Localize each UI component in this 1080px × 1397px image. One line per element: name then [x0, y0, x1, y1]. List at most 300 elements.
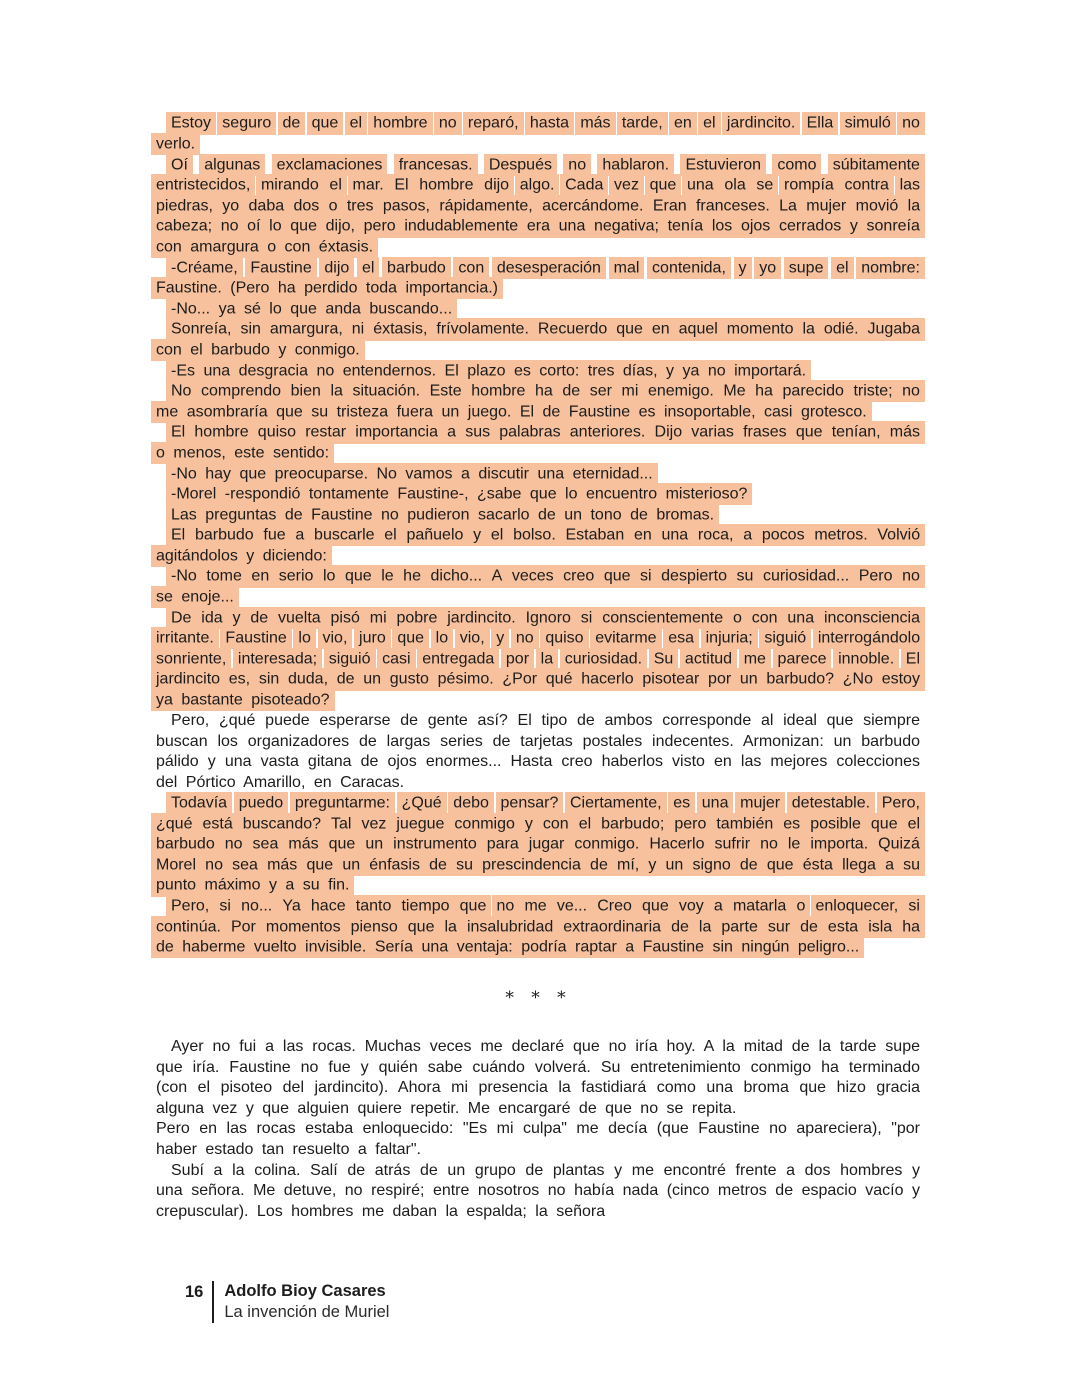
highlighted-word: Pero, [877, 792, 925, 814]
highlighted-word: también [711, 813, 778, 835]
highlighted-word: importa. [805, 833, 873, 855]
highlighted-word: triste; [848, 380, 897, 402]
highlighted-word: conmigo. [290, 339, 365, 361]
paragraph [156, 897, 920, 959]
highlighted-word: indudablemente [399, 215, 523, 237]
highlighted-word: a [280, 874, 299, 896]
highlighted-word: pudieron [402, 504, 474, 526]
highlighted-word: -Morel [166, 483, 221, 505]
highlighted-word: a [880, 854, 899, 876]
highlighted-word: o [262, 236, 281, 258]
highlighted-word: la [797, 318, 819, 340]
highlighted-word: con [747, 607, 783, 629]
highlighted-word: frívolamente. [431, 318, 533, 340]
highlighted-word: el [831, 257, 853, 279]
highlighted-word: A [487, 565, 508, 587]
highlighted-word: contenida, [647, 257, 731, 279]
highlighted-word: plazo [462, 360, 510, 382]
highlighted-word: pisoteado? [246, 689, 334, 711]
highlighted-word: pésimo. [433, 668, 499, 690]
highlighted-word: es [509, 360, 536, 382]
highlighted-word: Su [649, 648, 679, 670]
highlighted-word: vuelta [273, 607, 326, 629]
highlighted-word: ha [273, 277, 301, 299]
highlighted-word: a [738, 524, 757, 546]
highlighted-word: -Créame, [166, 257, 243, 279]
highlighted-word: Ya [277, 895, 305, 917]
highlighted-word: o [324, 195, 343, 217]
paragraph [156, 567, 920, 608]
highlighted-word: a [290, 524, 309, 546]
highlighted-word: no [376, 504, 404, 526]
highlighted-word: de [795, 916, 823, 938]
highlighted-word: llega [837, 854, 881, 876]
highlighted-word: esta [823, 916, 863, 938]
highlighted-word: se [151, 586, 178, 608]
highlighted-word: este [229, 442, 269, 464]
highlighted-word: Hacerlo [644, 833, 709, 855]
highlighted-word: a [456, 463, 475, 485]
paragraph [156, 505, 920, 526]
highlighted-word: Faustine-, [392, 483, 473, 505]
highlighted-word: agitándolos [151, 545, 243, 567]
highlighted-word: No [371, 463, 401, 485]
highlighted-word: daba [244, 195, 290, 217]
highlighted-word: éxtasis. [314, 236, 378, 258]
paragraph [156, 258, 920, 299]
highlighted-word: barbudo [206, 339, 275, 361]
highlighted-word: bromas. [651, 504, 719, 526]
book-title: La invención de Muriel [224, 1303, 390, 1321]
highlighted-word: que [645, 174, 682, 196]
highlighted-word: vio, [455, 627, 490, 649]
highlighted-word: lo [431, 627, 453, 649]
highlighted-word: Estaban [561, 524, 630, 546]
highlighted-word: odié. [819, 318, 864, 340]
highlighted-word: el [357, 257, 379, 279]
highlighted-word: Creo [592, 895, 637, 917]
highlighted-word: ventaja: [452, 936, 518, 958]
highlighted-word: la [439, 916, 461, 938]
highlighted-word: Ignoro [521, 607, 576, 629]
highlighted-word: bolso. [508, 524, 561, 546]
highlighted-word: jardincito [151, 668, 225, 690]
highlighted-word: que [271, 401, 308, 423]
highlighted-word: no [755, 833, 783, 855]
highlighted-word: en [647, 318, 675, 340]
highlighted-word: no [216, 215, 244, 237]
highlighted-word: su [451, 854, 478, 876]
highlighted-word: Jugaba [863, 318, 926, 340]
highlighted-word: que [611, 318, 648, 340]
highlighted-word: casi [759, 401, 797, 423]
highlighted-word: -No [166, 565, 202, 587]
highlighted-word: de [151, 936, 179, 958]
highlighted-word: el [379, 524, 401, 546]
highlighted-word: enoje... [176, 586, 238, 608]
highlighted-word: vio, [318, 627, 353, 649]
highlighted-word: más [885, 421, 925, 443]
highlighted-word: Faustine. [151, 277, 227, 299]
highlighted-word: que [791, 421, 828, 443]
highlighted-word: La [774, 195, 802, 217]
highlighted-word: se [751, 174, 778, 196]
highlighted-word: hace [306, 895, 351, 917]
highlighted-word: Dijo [650, 421, 688, 443]
highlighted-word: una [697, 792, 734, 814]
highlighted-word: la [694, 916, 716, 938]
highlighted-word: un [360, 833, 388, 855]
highlighted-word: no [220, 833, 248, 855]
paragraph [156, 155, 920, 258]
highlighted-word: ida [196, 607, 227, 629]
highlighted-word: entregada [417, 648, 499, 670]
highlighted-word: injuria; [701, 627, 758, 649]
highlighted-word: ha [897, 916, 925, 938]
highlighted-word: tristeza [332, 401, 394, 423]
highlighted-word: sufrir [709, 833, 755, 855]
highlighted-word: y [520, 813, 538, 835]
highlighted-word: y [241, 545, 259, 567]
highlighted-word: una [532, 463, 569, 485]
highlighted-word: no [511, 627, 539, 649]
highlighted-word: eternidad... [568, 463, 658, 485]
highlighted-word: menos, [168, 442, 230, 464]
highlighted-word: yo [754, 257, 781, 279]
highlighted-word: qué [541, 668, 578, 690]
highlighted-word: tenía [663, 215, 709, 237]
highlighted-word: restar [300, 421, 351, 443]
highlighted-word: más [575, 112, 615, 134]
highlighted-word: parte [716, 916, 762, 938]
highlighted-word: vez [356, 813, 391, 835]
highlighted-word: hacerlo [576, 668, 638, 690]
highlighted-word: dijo [479, 174, 514, 196]
paragraph [156, 320, 920, 361]
highlighted-word: sonreía [862, 215, 925, 237]
highlighted-word: isla [863, 916, 897, 938]
highlighted-word: Pero, [166, 895, 214, 917]
highlighted-word: buscando? [238, 813, 326, 835]
highlighted-word: con [280, 236, 316, 258]
highlighted-word: es [668, 792, 695, 814]
highlighted-word: súbitamente [828, 154, 925, 176]
highlighted-word: vez [609, 174, 644, 196]
highlighted-word: instrumento [388, 833, 482, 855]
highlighted-word: me [151, 401, 183, 423]
highlighted-word: perdido [299, 277, 362, 299]
highlighted-word: cabeza; [151, 215, 217, 237]
highlighted-word: mar. [348, 174, 389, 196]
highlighted-word: vuelto [249, 936, 302, 958]
highlighted-word: hombre [368, 112, 432, 134]
highlighted-word: que [392, 627, 429, 649]
highlighted-word: si [576, 607, 598, 629]
highlighted-word: irritante. [151, 627, 219, 649]
highlighted-word: jardincito. [722, 112, 800, 134]
highlighted-word: su [732, 565, 759, 587]
highlighted-word: varias [686, 421, 739, 443]
highlighted-word: Cada [560, 174, 608, 196]
highlighted-word: ola [719, 174, 750, 196]
highlighted-word: verlo. [151, 133, 200, 155]
highlighted-word: importancia [350, 421, 443, 443]
highlighted-word: sin [707, 936, 737, 958]
highlighted-word: que [234, 463, 271, 485]
highlighted-word: jardincito. [442, 607, 520, 629]
highlighted-word: a [620, 936, 639, 958]
highlighted-word: corto: [534, 360, 584, 382]
highlighted-word: énfasis [364, 854, 425, 876]
highlighted-word: preguntas [200, 504, 281, 526]
highlighted-word: que [637, 895, 674, 917]
highlighted-word: una [417, 936, 454, 958]
highlighted-word: el [698, 112, 720, 134]
highlighted-word: un [337, 854, 365, 876]
highlighted-word: ¿Por [497, 668, 542, 690]
highlighted-word: barbudo [190, 524, 259, 546]
highlighted-word: o [151, 442, 170, 464]
highlighted-word: barbudo [382, 257, 451, 279]
paragraph: Pero en las rocas estaba enloquecido: "Es mi culpa" me decía (que Faustine no apareciera), "por haber estado tan resuelto a faltar". [156, 1120, 920, 1158]
highlighted-word: siguió [759, 627, 811, 649]
highlighted-word: desgracia [234, 360, 313, 382]
highlighted-word: no [897, 112, 925, 134]
highlighted-word: mujer [735, 792, 785, 814]
highlighted-word: lo [264, 215, 286, 237]
highlighted-word: Quizá [873, 833, 925, 855]
highlighted-word: en [669, 112, 697, 134]
highlighted-word: prescindencia [477, 854, 586, 876]
highlighted-word: fue [258, 524, 290, 546]
highlighted-word: duda, [283, 668, 333, 690]
highlighted-word: posible [805, 813, 866, 835]
highlighted-word: sus [460, 421, 495, 443]
highlighted-word: o [728, 607, 747, 629]
highlighted-word: para [482, 833, 524, 855]
highlighted-word: y [661, 360, 679, 382]
highlighted-word: mirando [256, 174, 324, 196]
highlighted-word: (Pero [225, 277, 274, 299]
highlighted-word: discutir [473, 463, 534, 485]
highlighted-word: de [280, 504, 308, 526]
highlighted-word: hombre [189, 421, 253, 443]
highlighted-word: Faustine [306, 504, 377, 526]
highlighted-word: pero [359, 215, 401, 237]
highlighted-word: extraordinaria [558, 916, 666, 938]
highlighted-word: El [389, 174, 413, 196]
highlighted-word: mí, [612, 854, 644, 876]
highlighted-word: pisó [326, 607, 365, 629]
highlighted-word: simuló [840, 112, 896, 134]
highlighted-word: no... [236, 895, 277, 917]
highlighted-word: por [703, 668, 736, 690]
paragraph [156, 361, 920, 382]
highlighted-word: Las [166, 504, 202, 526]
highlighted-word: en [629, 524, 657, 546]
paragraph: Ayer no fui a las rocas. Muchas veces me declaré que no iría hoy. A la mitad de la tarde supe que iría. Faustine no fue y quién sabe cuándo volverá. Su entretenimiento conmigo ha terminado (con el pisoteo del jardincito). Ahora mi presencia la fastidiará como una broma que hizo gracia alguna vez y que alguien quiere repetir. Me encargaré de que no se repita. [156, 1037, 920, 1117]
highlighted-word: Eran [648, 195, 692, 217]
highlighted-word: pero [669, 813, 711, 835]
highlighted-word: en [246, 565, 274, 587]
highlighted-word: pocos [757, 524, 810, 546]
highlighted-word: curiosidad... [758, 565, 854, 587]
highlighted-word: de [533, 504, 561, 526]
highlighted-word: no [897, 380, 925, 402]
highlighted-word: esa [663, 627, 699, 649]
highlighted-word: una [682, 174, 719, 196]
highlighted-word: exclamaciones [272, 154, 388, 176]
highlighted-word: interesada; [233, 648, 322, 670]
highlighted-word: Recuerdo [533, 318, 612, 340]
highlighted-word: Sonreía, [166, 318, 236, 340]
highlighted-word: nombre: [856, 257, 925, 279]
highlighted-word: anteriores. [565, 421, 651, 443]
highlighted-word: piedras, [151, 195, 218, 217]
highlighted-word: lo [560, 483, 582, 505]
highlighted-word: que [324, 833, 361, 855]
highlighted-word: de [332, 668, 360, 690]
highlighted-word: preocuparse. [270, 463, 373, 485]
paragraph: Subí a la colina. Salí de atrás de un grupo de plantas y me encontré frente a dos hombres y una señora. Me detuve, no respiré; entre nosotros no había nada (cinco metros de espacio vacío y crepuscular). Los hombres me daban la espalda; la señora [156, 1161, 920, 1220]
highlighted-word: o [791, 895, 810, 917]
highlighted-word: y [273, 339, 291, 361]
highlighted-word: el [486, 524, 508, 546]
highlighted-word: El [515, 401, 539, 423]
highlighted-word: fuera [392, 401, 438, 423]
highlighted-word: no [703, 360, 731, 382]
highlighted-word: una [198, 360, 235, 382]
highlighted-word: es, [224, 668, 255, 690]
highlighted-word: su [898, 854, 925, 876]
highlighted-word: gusto [385, 668, 434, 690]
highlighted-word: el [185, 339, 207, 361]
highlighted-word: acercándome. [537, 195, 648, 217]
highlighted-word: quiso [540, 627, 588, 649]
highlighted-word: de [245, 607, 273, 629]
highlighted-word: creo [558, 565, 599, 587]
highlighted-word: Por [226, 916, 261, 938]
highlighted-word: las [895, 174, 925, 196]
highlighted-word: mujer [801, 195, 851, 217]
highlighted-word: barbudo; [596, 813, 669, 835]
highlighted-word: El [166, 421, 190, 443]
highlighted-word: -No [166, 463, 202, 485]
highlighted-word: ve... [552, 895, 592, 917]
highlighted-word: parecido [778, 380, 849, 402]
highlighted-word: le [376, 565, 398, 587]
highlighted-word: la [536, 648, 558, 670]
highlighted-word: signo [687, 854, 735, 876]
highlighted-word: Me [718, 380, 750, 402]
highlighted-word: es [634, 401, 661, 423]
highlighted-word: franceses. [691, 195, 775, 217]
highlighted-word: ya [151, 689, 178, 711]
highlighted-word: anda [320, 298, 366, 320]
text-column [156, 114, 920, 1222]
highlighted-word: más [262, 854, 302, 876]
highlighted-word: más [283, 833, 323, 855]
highlighted-word: y [264, 874, 282, 896]
highlighted-word: -No... [166, 298, 215, 320]
highlighted-word: grotesco. [796, 401, 872, 423]
highlighted-word: ha [750, 380, 778, 402]
highlighted-word: Este [425, 380, 467, 402]
highlighted-word: parece [773, 648, 832, 670]
highlighted-word: hablaron. [597, 154, 674, 176]
highlighted-word: el [903, 813, 925, 835]
highlighted-word: ya [677, 360, 704, 382]
highlighted-word: me [739, 648, 771, 670]
highlighted-word: fin. [323, 874, 354, 896]
highlighted-word: sin [235, 318, 265, 340]
highlighted-word: Volvió [872, 524, 925, 546]
highlighted-word: su [306, 401, 333, 423]
highlighted-word: con [453, 257, 489, 279]
highlighted-word: enemigo. [643, 380, 719, 402]
highlighted-word: si [635, 565, 657, 587]
highlighted-word: ¿Qué [397, 792, 447, 814]
highlighted-word: por [501, 648, 534, 670]
highlighted-word: no [200, 854, 228, 876]
paragraph [156, 464, 920, 485]
highlighted-word: vamos [400, 463, 457, 485]
highlighted-word: momento [722, 318, 799, 340]
highlighted-word: algo. [515, 174, 560, 196]
highlighted-word: dijo, [321, 215, 360, 237]
paragraph [156, 382, 920, 423]
highlighted-word: hasta [525, 112, 574, 134]
paragraph [156, 608, 920, 711]
highlighted-word: de [424, 854, 452, 876]
highlighted-word: pobre [391, 607, 442, 629]
highlighted-word: inconsciencia [819, 607, 925, 629]
highlighted-word: ningún [736, 936, 794, 958]
highlighted-word: preguntarme: [290, 792, 395, 814]
paragraph [156, 485, 920, 506]
highlighted-word: tarde, [617, 112, 668, 134]
highlighted-word: hombre [466, 380, 530, 402]
page-number: 16 [185, 1283, 204, 1301]
highlighted-word: días, [618, 360, 663, 382]
section-separator: * * * [505, 988, 571, 1009]
highlighted-word: tenían, [827, 421, 886, 443]
highlighted-word: sé [239, 298, 266, 320]
highlighted-word: quiso [253, 421, 301, 443]
highlighted-word: amargura [185, 236, 263, 258]
highlighted-word: dos [288, 195, 324, 217]
highlighted-word: tono [585, 504, 626, 526]
highlighted-word: Después [484, 154, 557, 176]
highlighted-word: Oí [166, 154, 193, 176]
highlighted-word: de [278, 112, 306, 134]
highlighted-word: dijo [319, 257, 354, 279]
highlighted-word: y [491, 627, 509, 649]
highlighted-word: Faustine [564, 401, 635, 423]
highlighted-word: si [214, 895, 236, 917]
highlighted-word: que [301, 854, 338, 876]
highlighted-word: De [166, 607, 196, 629]
highlighted-word: un [559, 504, 587, 526]
highlighted-word: no [492, 895, 520, 917]
highlighted-word: que [866, 813, 903, 835]
highlighted-word: de [585, 854, 613, 876]
highlighted-word: -Es [166, 360, 200, 382]
highlighted-word: juegue [391, 813, 449, 835]
highlighted-word: Estoy [166, 112, 216, 134]
highlighted-word: era [522, 215, 555, 237]
highlighted-word: movió [851, 195, 904, 217]
